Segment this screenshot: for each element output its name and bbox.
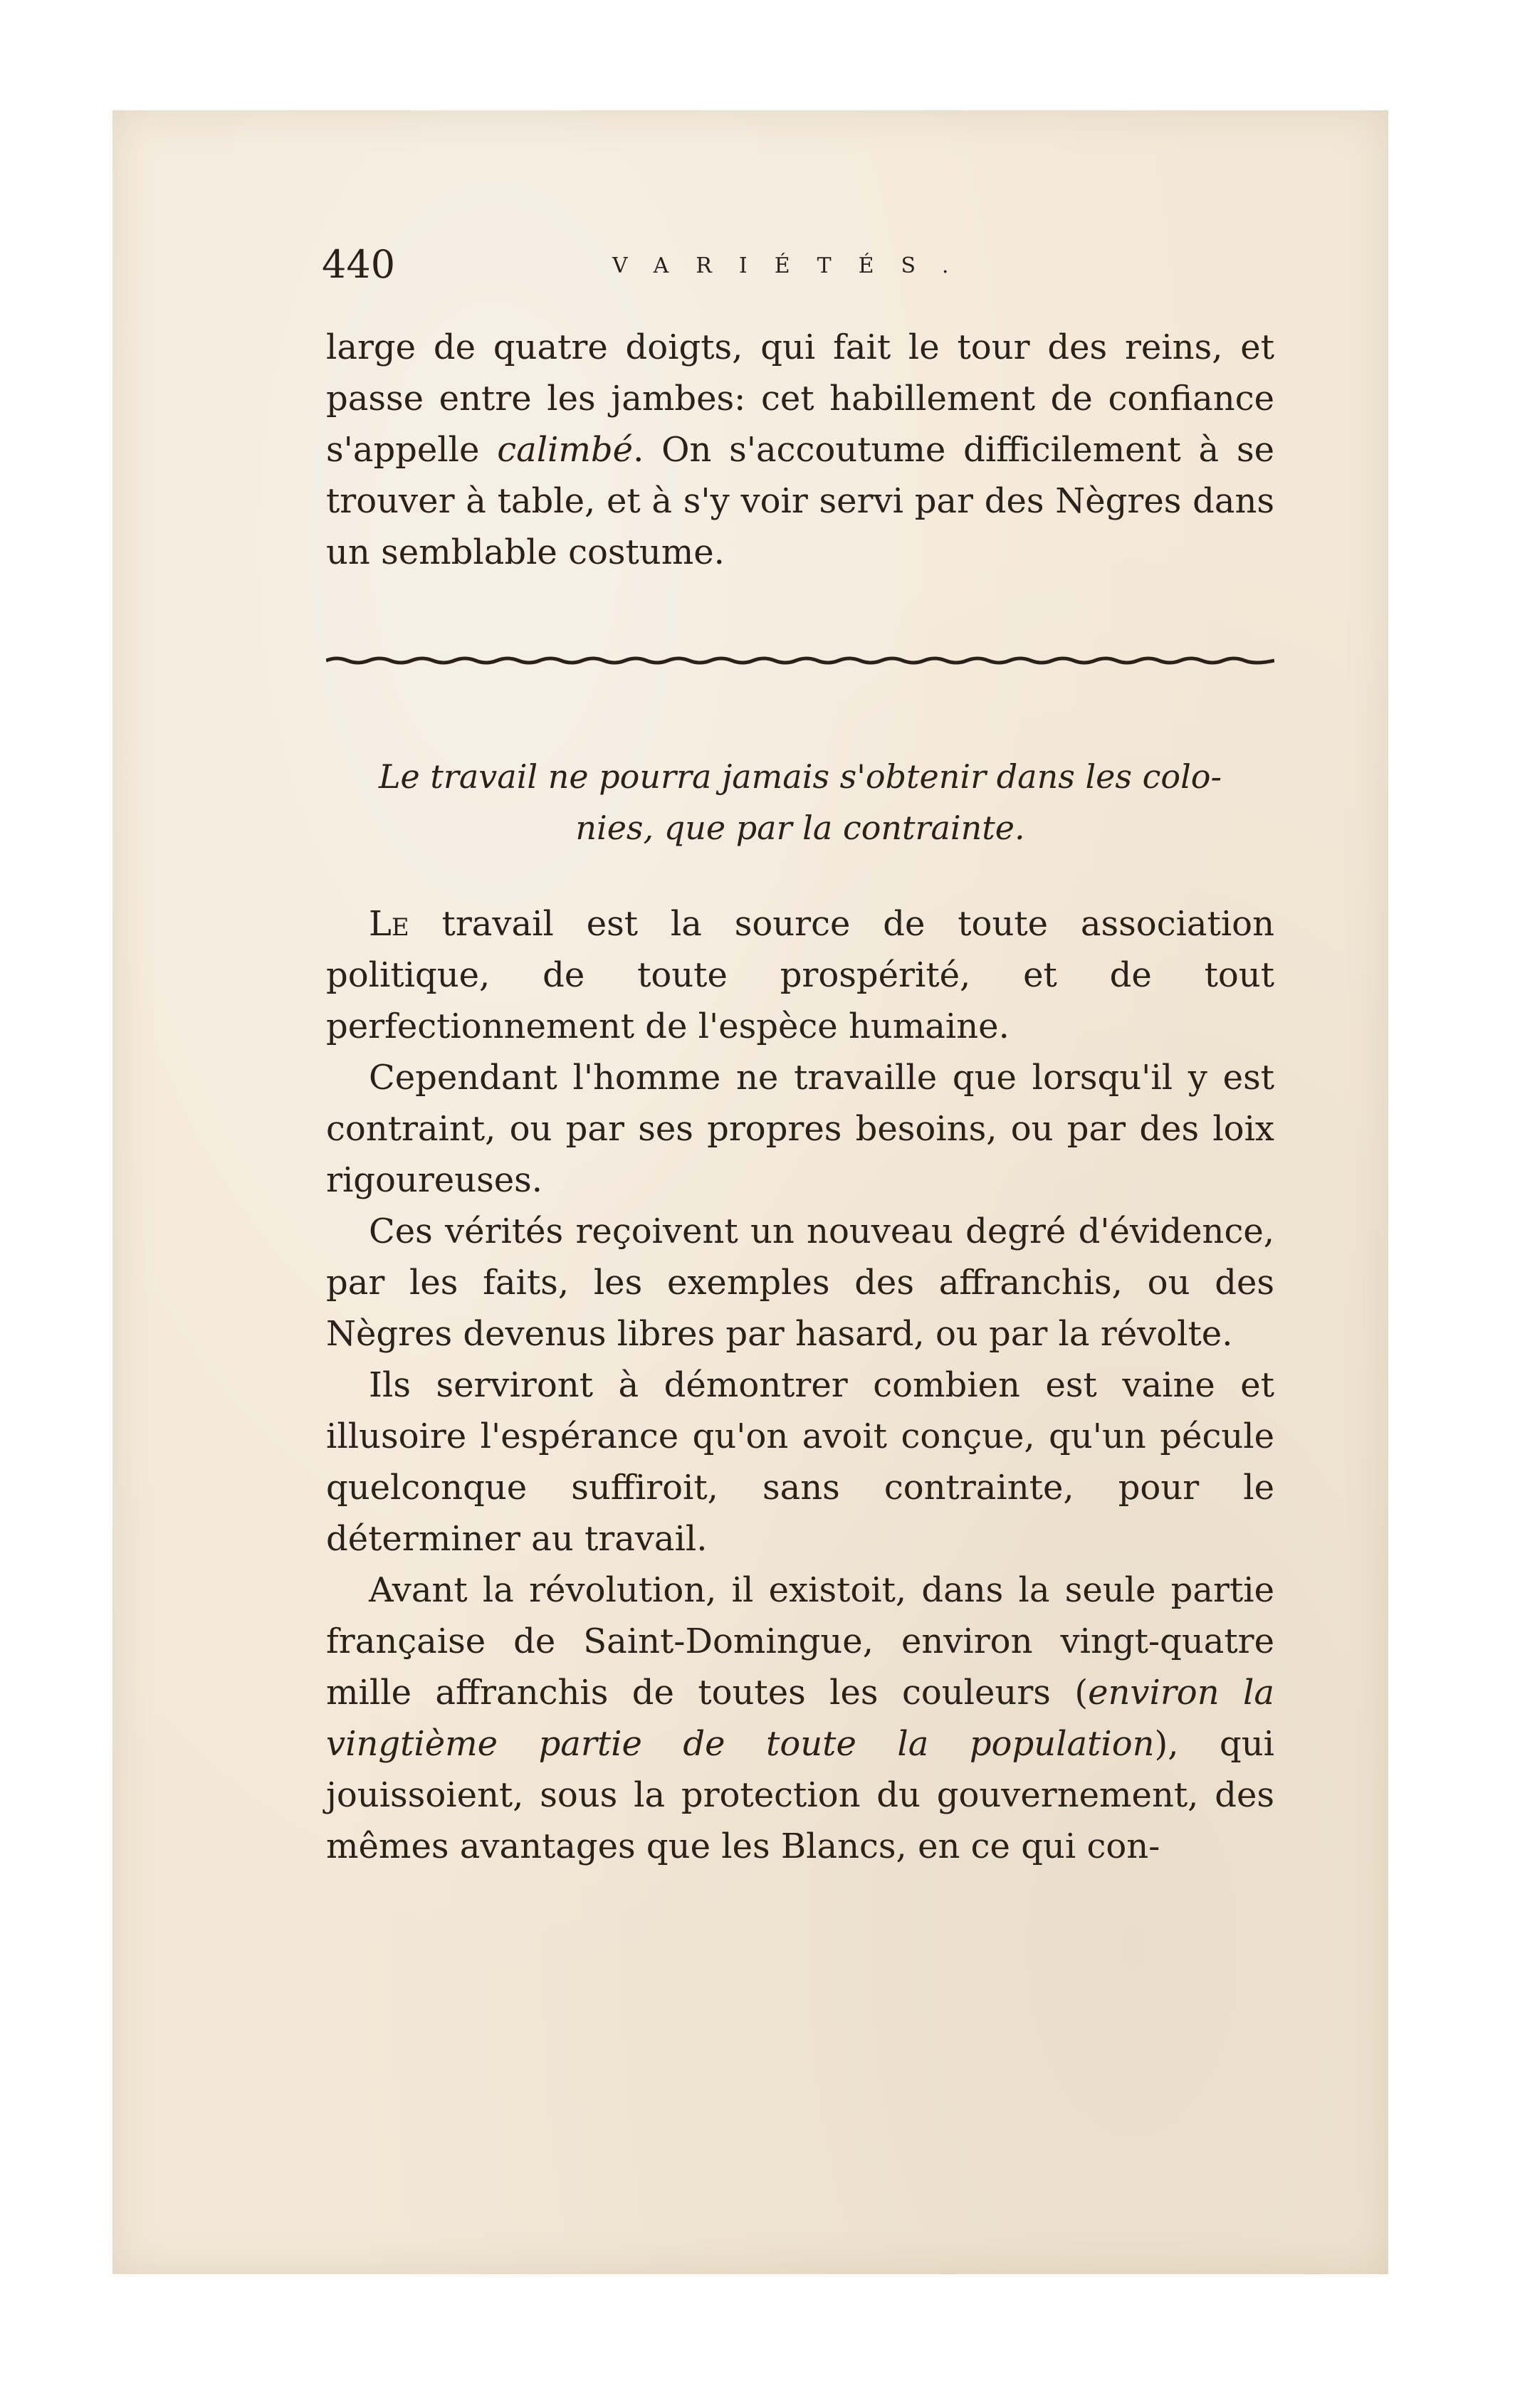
section-title <box>326 751 1274 853</box>
paragraph <box>326 898 1274 1052</box>
text-line: passe entre les jambes: cet habillement de confiance <box>326 379 1274 419</box>
italic-term: calimbé <box>497 430 634 470</box>
paragraph: Ils serviront à démontrer combien est vaine et illusoire l'espérance qu'on avoit conçue, qu'un pécule quelconque suffiroit, sans contrainte, pour le déterminer au travail. <box>326 1365 1274 1559</box>
text-line: se trouver à table, et à s'y voir servi par des Nègres <box>326 430 1274 521</box>
section-title-line: Le travail ne pourra jamais s'obtenir dans les colo- <box>378 757 1222 796</box>
paragraph <box>326 1565 1274 1872</box>
paragraph: Cependant l'homme ne travaille que lorsqu'il y est contraint, ou par ses propres besoins, ou par des loix rigoureuses. <box>326 1058 1274 1200</box>
text-line: . On s'accoutume difficilement à <box>633 430 1220 470</box>
paragraph-text: ), qui jouissoient, sous la protection du gouvernement, des mêmes avantages que les Blancs, en ce qui con- <box>326 1724 1274 1866</box>
ornamental-divider <box>326 653 1274 668</box>
paragraph: Ces vérités reçoivent un nouveau degré d'évidence, par les faits, les exemples des affranchis, ou des Nègres devenus libres par hasard, ou par la révolte. <box>326 1211 1274 1354</box>
page-header <box>214 242 1274 292</box>
drop-word: Le <box>369 904 409 944</box>
body-text <box>326 898 1274 1872</box>
paragraph-text: travail est la source de toute association politique, de toute prospérité, et de tout perfectionnement de l'espèce humaine. <box>326 904 1274 1046</box>
top-paragraph <box>326 322 1274 578</box>
running-title: VARIÉTÉS. <box>612 253 976 278</box>
paragraph-text: Avant la révolution, il existoit, dans la seule partie française de Saint-Domingue, environ vingt-quatre mille affranchis de toutes les couleurs ( <box>326 1570 1274 1713</box>
page-number: 440 <box>322 242 396 287</box>
text-line: dans un semblable costume. <box>326 481 1274 572</box>
section-title-line: nies, que par la contrainte. <box>575 809 1025 847</box>
text-line: s'appelle <box>326 430 498 470</box>
italic-aside: environ la vingtième partie de toute la population <box>326 1673 1274 1764</box>
text-line: large de quatre doigts, qui fait le tour des reins, et <box>326 327 1274 367</box>
